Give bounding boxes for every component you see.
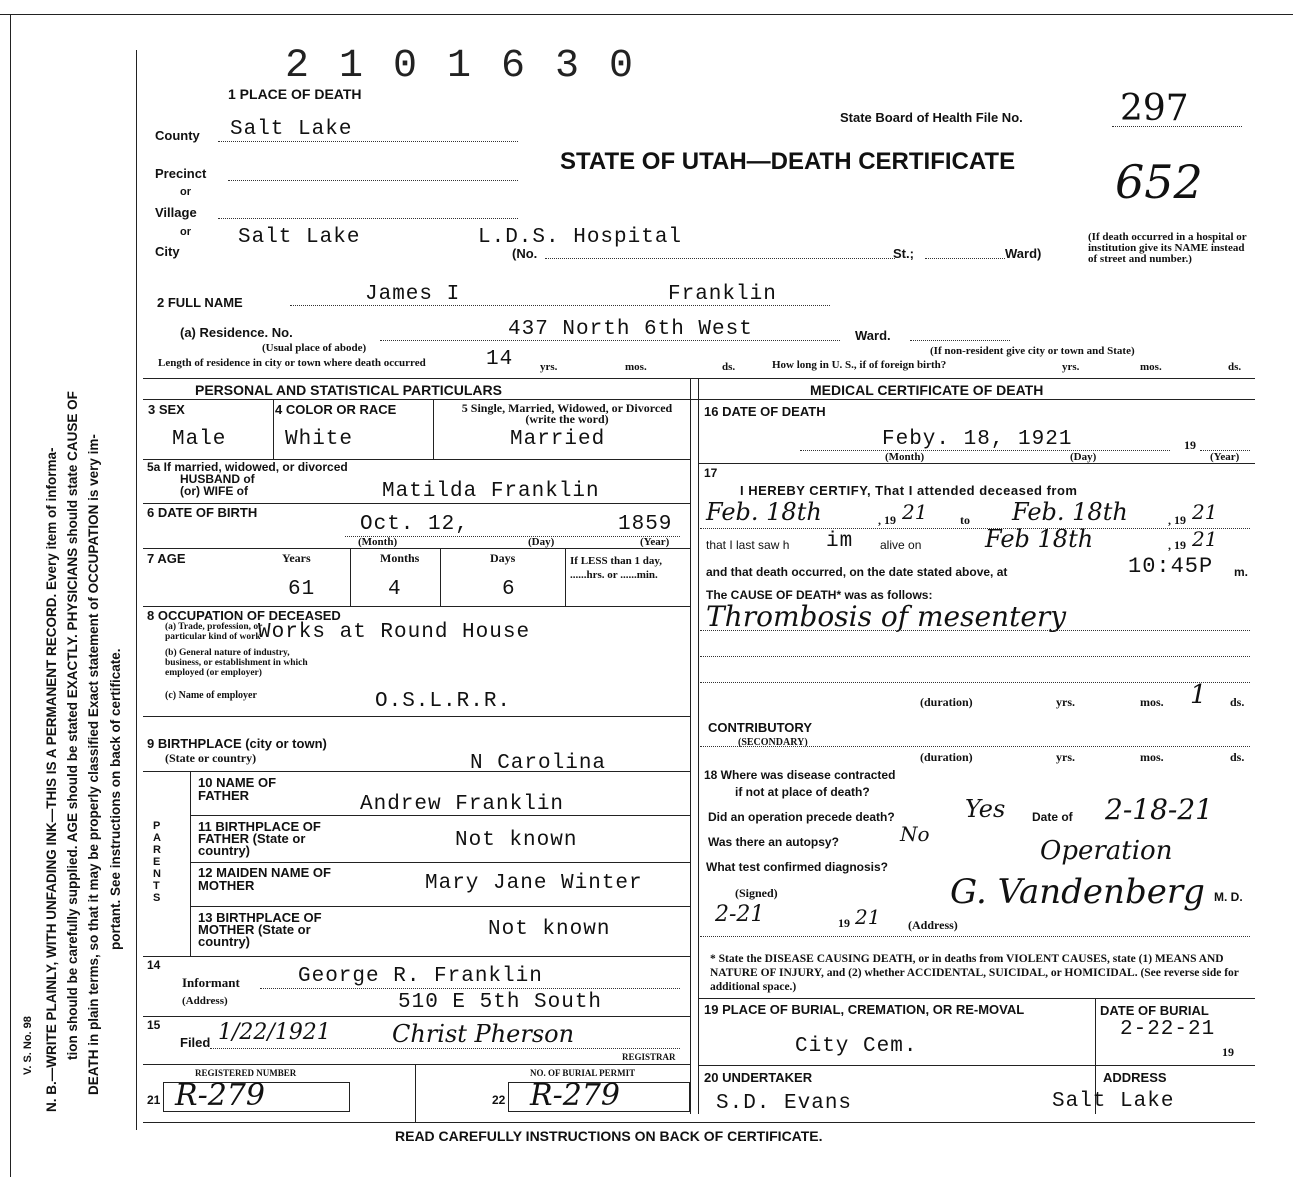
birthplace-label: 9 BIRTHPLACE (city or town) bbox=[147, 736, 327, 751]
left-border bbox=[10, 14, 11, 1177]
father-label: 10 NAME OF FATHER bbox=[198, 775, 277, 803]
registrar-signature: Christ Pherson bbox=[392, 1020, 575, 1048]
surname-value: Franklin bbox=[668, 283, 777, 306]
contributory-label: CONTRIBUTORY bbox=[708, 720, 812, 735]
color-value: White bbox=[285, 428, 354, 451]
age-years: 61 bbox=[288, 578, 316, 601]
undertaker-value: S.D. Evans bbox=[716, 1092, 853, 1115]
spouse-value: Matilda Franklin bbox=[382, 480, 600, 503]
informant-label: Informant bbox=[182, 975, 240, 990]
file-number-2: 652 bbox=[1115, 155, 1203, 209]
burial-place-label: 19 PLACE OF BURIAL, CREMATION, OR RE-MOVAL bbox=[704, 1002, 1025, 1017]
last-seen-date: Feb 18th bbox=[985, 525, 1094, 553]
dob-label: 6 DATE OF BIRTH bbox=[147, 505, 258, 520]
marital-value: Married bbox=[510, 428, 606, 451]
side-instructions-line-1: N. B.—WRITE PLAINLY, WITH UNFADING INK—THIS IS A PERMANENT RECORD. Every item of informa- bbox=[44, 447, 59, 1112]
burial-permit-number: R-279 bbox=[530, 1078, 620, 1113]
vs-number: V. S. No. 98 bbox=[22, 1016, 34, 1075]
cause-of-death: Thrombosis of mesentery bbox=[706, 600, 1067, 633]
village-label: Village bbox=[155, 205, 197, 220]
cause-label: The CAUSE OF DEATH* was as follows: bbox=[706, 588, 933, 602]
top-border bbox=[0, 14, 1293, 15]
test-label: What test confirmed diagnosis? bbox=[706, 860, 889, 874]
residence-value: 437 North 6th West bbox=[508, 318, 753, 341]
autopsy-label: Was there an autopsy? bbox=[708, 835, 839, 849]
residence-label: (a) Residence. No. bbox=[180, 325, 293, 340]
test-value: Operation bbox=[1040, 836, 1173, 866]
county-label: County bbox=[155, 128, 200, 143]
operation-date: 2-18-21 bbox=[1105, 793, 1213, 826]
registered-number: R-279 bbox=[175, 1078, 265, 1113]
marital-label: 5 Single, Married, Widowed, or Divorced (write the word) bbox=[461, 401, 673, 426]
stamp-number: 2 1 0 1 6 3 0 bbox=[285, 44, 637, 89]
burial-date-value: 2-22-21 bbox=[1120, 1018, 1216, 1041]
operation-value: Yes bbox=[965, 795, 1006, 823]
father-value: Andrew Franklin bbox=[360, 793, 565, 816]
birthplace-value: N Carolina bbox=[470, 752, 607, 775]
certify-statement: I HEREBY CERTIFY, That I attended deceased from bbox=[740, 483, 1078, 498]
residence-length-label: Length of residence in city or town where death occurred bbox=[158, 357, 426, 369]
dob-month-day: Oct. 12, bbox=[360, 513, 469, 536]
signed-date: 2-21 bbox=[715, 902, 765, 927]
time-of-death: 10:45P bbox=[1128, 554, 1214, 579]
attended-from-date: Feb. 18th bbox=[706, 498, 822, 526]
sex-value: Male bbox=[172, 428, 227, 451]
date-of-death-value: Feby. 18, 1921 bbox=[882, 428, 1073, 451]
side-instructions-line-4: portant. See instructions on back of certificate. bbox=[108, 648, 123, 950]
employer-value: O.S.L.R.R. bbox=[375, 690, 512, 713]
hospital-value: L.D.S. Hospital bbox=[478, 226, 683, 249]
undertaker-label: 20 UNDERTAKER bbox=[704, 1070, 813, 1085]
father-birthplace-value: Not known bbox=[455, 829, 578, 852]
county-value: Salt Lake bbox=[230, 118, 353, 141]
date-of-death-label: 16 DATE OF DEATH bbox=[704, 404, 826, 419]
full-name-value: James I bbox=[365, 283, 461, 306]
sex-label: 3 SEX bbox=[148, 402, 185, 417]
father-birthplace-label: 11 BIRTHPLACE OF FATHER (State or country) bbox=[198, 819, 321, 858]
precinct-label: Precinct bbox=[155, 166, 207, 181]
center-divider bbox=[690, 378, 691, 1114]
side-margin-line bbox=[136, 50, 137, 1130]
file-number: 297 bbox=[1120, 88, 1189, 129]
place-of-death-label: 1 PLACE OF DEATH bbox=[228, 86, 362, 102]
full-name-label: 2 FULL NAME bbox=[157, 295, 243, 310]
certificate-title: STATE OF UTAH—DEATH CERTIFICATE bbox=[560, 148, 1016, 175]
mother-name-value: Mary Jane Winter bbox=[425, 872, 643, 895]
age-days: 6 bbox=[502, 578, 516, 601]
occupation-label: 8 OCCUPATION OF DECEASED bbox=[147, 608, 341, 623]
mother-birthplace-label: 13 BIRTHPLACE OF MOTHER (State or country) bbox=[198, 910, 322, 949]
mother-birthplace-value: Not known bbox=[488, 918, 611, 941]
informant-value: George R. Franklin bbox=[298, 965, 543, 988]
hospital-note: (If death occurred in a hospital or institution give its NAME instead of street and number.) bbox=[1088, 231, 1247, 265]
side-instructions-line-3: DEATH in plain terms, so that it may be properly classified Exact statement of OCCUPATION is very im- bbox=[86, 434, 101, 1095]
dob-year: 1859 bbox=[618, 513, 673, 536]
burial-date-label: DATE OF BURIAL bbox=[1100, 1003, 1209, 1018]
age-months: 4 bbox=[388, 578, 402, 601]
color-label: 4 COLOR OR RACE bbox=[275, 402, 397, 417]
city-label: City bbox=[155, 244, 180, 259]
duration-days: 1 bbox=[1190, 680, 1207, 710]
burial-place-value: City Cem. bbox=[795, 1035, 918, 1058]
side-instructions-line-2: tion should be carefully supplied. AGE should be stated EXACTLY. PHYSICIANS should state CAUSE OF bbox=[65, 391, 80, 1060]
state-board-label: State Board of Health File No. bbox=[840, 110, 1023, 125]
filed-label: Filed bbox=[180, 1035, 211, 1050]
residence-length-value: 14 bbox=[486, 348, 514, 371]
filed-value: 1/22/1921 bbox=[218, 1020, 331, 1045]
age-label: 7 AGE bbox=[147, 551, 186, 566]
undertaker-address-label: ADDRESS bbox=[1103, 1070, 1167, 1085]
city-value: Salt Lake bbox=[238, 226, 361, 249]
informant-address: 510 E 5th South bbox=[398, 991, 603, 1014]
mother-name-label: 12 MAIDEN NAME OF MOTHER bbox=[198, 865, 331, 893]
undertaker-address-value: Salt Lake bbox=[1052, 1090, 1175, 1113]
occupation-value: Works at Round House bbox=[258, 621, 531, 644]
autopsy-value: No bbox=[900, 822, 930, 846]
footer-instructions: READ CAREFULLY INSTRUCTIONS ON BACK OF CERTIFICATE. bbox=[395, 1128, 823, 1144]
attended-to-date: Feb. 18th bbox=[1012, 498, 1128, 526]
operation-label: Did an operation precede death? bbox=[708, 810, 895, 824]
personal-heading: PERSONAL AND STATISTICAL PARTICULARS bbox=[195, 382, 502, 398]
parents-label: PARENTS bbox=[153, 820, 161, 904]
medical-heading: MEDICAL CERTIFICATE OF DEATH bbox=[810, 382, 1044, 398]
disease-contracted-label: 18 Where was disease contracted bbox=[704, 768, 896, 782]
footnote: * State the DISEASE CAUSING DEATH, or in deaths from VIOLENT CAUSES, state (1) MEANS AND NATURE OF INJURY, and (2) whether ACCIDENTAL, SUICIDAL, or HOMICIDAL. (See reverse side for additional space.) bbox=[710, 953, 1239, 993]
physician-signature: G. Vandenberg bbox=[950, 872, 1205, 912]
